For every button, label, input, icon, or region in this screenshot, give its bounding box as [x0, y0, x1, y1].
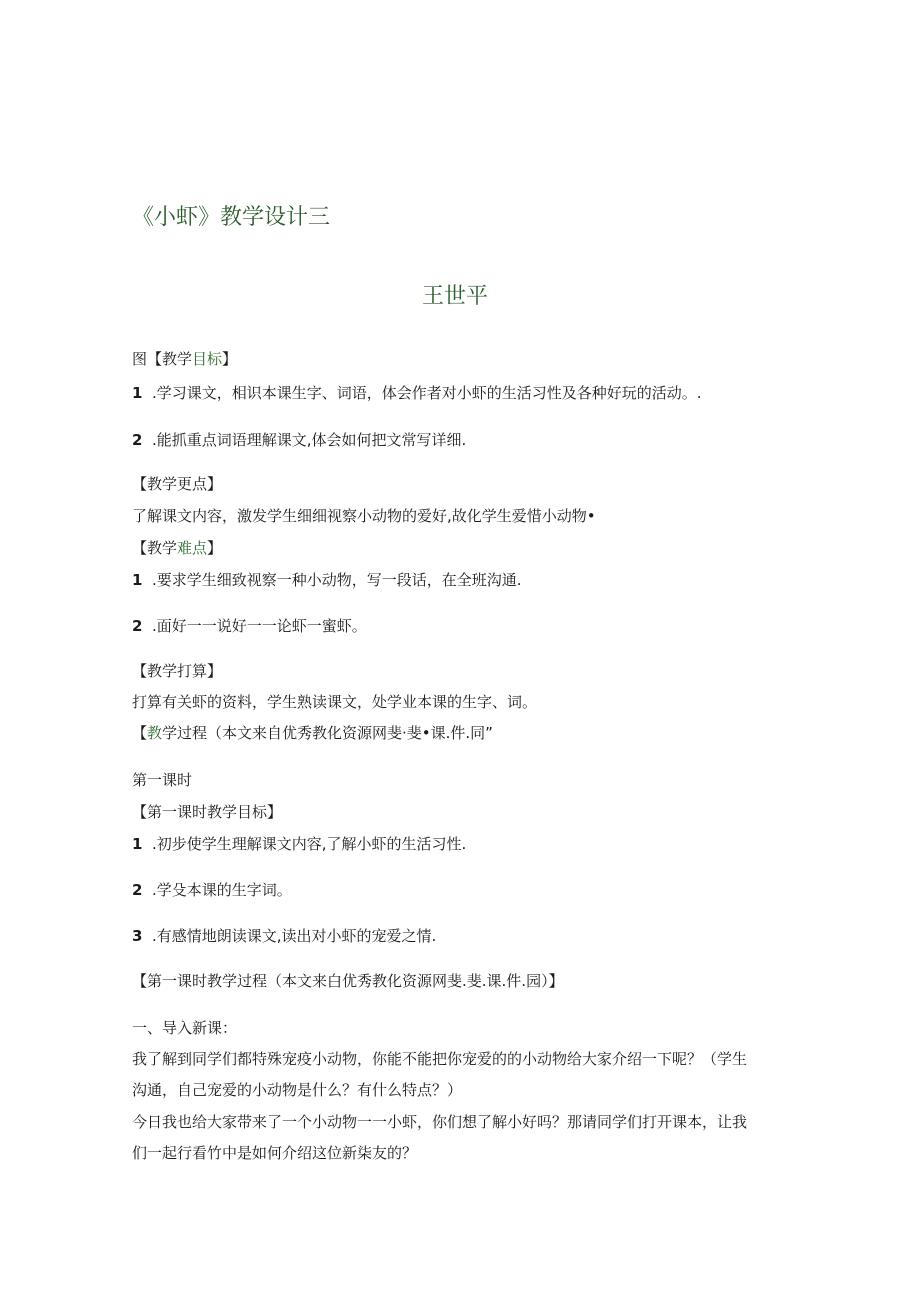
heading-accent: 难点 [177, 539, 208, 557]
document-author: 王世平 [421, 284, 488, 309]
heading-suffix: 】 [222, 350, 238, 368]
list-text: .能抓重点词语理解课文,体会如何把文常写详细. [152, 431, 467, 449]
section-heading-lesson-process: 【第一课时教学过程（本文来白优秀教化资源网斐.斐.课.件.园）】 [132, 972, 564, 990]
list-number: 1 [132, 571, 143, 589]
list-item [132, 429, 466, 451]
list-text: .有感情地朗读课文,读出对小虾的宠爱之情. [152, 927, 437, 945]
heading-suffix: 学过程（本文来自优秀教化资源网斐·斐•课.件.同” [162, 724, 493, 742]
paragraph: 沟通，自己宠爱的小动物是什么？有什么特点？） [132, 1081, 463, 1099]
section-heading-key-points: 【教学更点】 [132, 475, 223, 493]
list-number: 2 [132, 881, 143, 899]
subsection-heading: 一、导入新课： [132, 1019, 238, 1037]
list-text: .初步使学生理解课文内容,了解小虾的生活习性. [152, 835, 467, 853]
paragraph: 打算有关虾的资料，学生熟读课文，处学业本课的生字、词。 [132, 693, 538, 711]
list-item [132, 879, 292, 901]
heading-prefix: 【教学 [132, 539, 178, 557]
heading-prefix: 【 [132, 724, 148, 742]
section-heading-goals [132, 348, 237, 370]
heading-prefix: 图【教学 [132, 350, 193, 368]
document-title: 《小虾》教学设计三 [132, 205, 331, 230]
section-heading-process [132, 722, 493, 744]
paragraph: 我了解到同学们都特殊宠疫小动物，你能不能把你宠爱的的小动物给大家介绍一下呢？（学生 [132, 1050, 748, 1068]
heading-suffix: 】 [207, 539, 223, 557]
heading-accent: 教 [147, 724, 163, 742]
list-item [132, 925, 436, 947]
list-item [132, 833, 466, 855]
paragraph: 们一起行看竹中是如何介绍这位新柒友的？ [132, 1144, 418, 1162]
list-number: 1 [132, 384, 143, 402]
section-heading-difficulties [132, 537, 222, 559]
list-item [132, 615, 367, 637]
list-number: 2 [132, 617, 143, 635]
list-item [132, 569, 522, 591]
list-number: 1 [132, 835, 143, 853]
paragraph: 今日我也给大家带来了一个小动物一一小虾，你们想了解小好吗？那请同学们打开课本，让我 [132, 1113, 748, 1131]
section-heading-preparation: 【教学打算】 [132, 662, 223, 680]
list-number: 3 [132, 927, 143, 945]
list-text: .要求学生细致视察一种小动物，写一段话，在全班沟通. [152, 571, 522, 589]
list-number: 2 [132, 431, 143, 449]
list-text: .面好一一说好一一论虾一蜜虾。 [152, 617, 367, 635]
list-item [132, 382, 702, 404]
list-text: .学殳本课的生字词。 [152, 881, 292, 899]
heading-accent: 目标 [192, 350, 223, 368]
list-text: .学习课文，相识本课生字、词语，体会作者对小虾的生活习性及各种好玩的活动。. [152, 384, 702, 402]
lesson-heading: 第一课时 [132, 771, 193, 789]
paragraph: 了解课文内容，激发学生细细视察小动物的爱好,故化学生爱惜小动物• [132, 507, 596, 525]
section-heading-lesson-goals: 【第一课时教学目标】 [132, 803, 283, 821]
